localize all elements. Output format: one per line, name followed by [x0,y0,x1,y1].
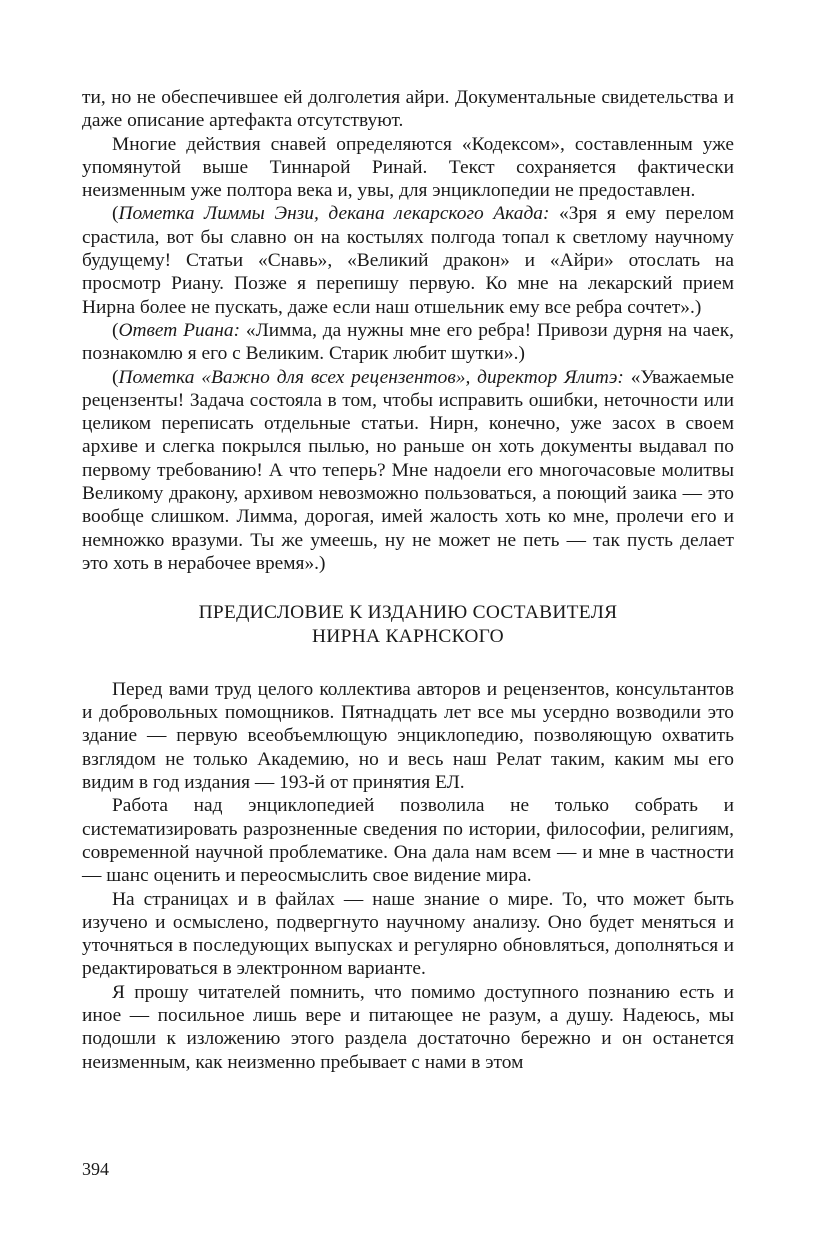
paragraph-continued: ти, но не обеспечившее ей долголетия айри. Документальные свидетельства и даже описание артефакта отсутствуют. [82,87,734,132]
paragraph-preface-2: Работа над энциклопедией позволила не только собрать и систематизировать разрозненные сведения по истории, философии, религиям, современной научной проблематике. Она дала нам всем — и мне в частности — шанс оценить и переосмыслить свое видение мира. [82,795,734,887]
paragraph-codex: Многие действия снавей определяются «Кодексом», составленным уже упомянутой выше Тиннарой Ринай. Текст сохраняется фактически неизменным уже полтора века и, увы, для энциклопедии не предоставлен. [82,133,734,202]
note-rian-label: Ответ Риана: [118,319,241,341]
note-yalite-text: «Уважаемые рецензенты! Задача состояла в том, чтобы исправить ошибки, неточности или целиком переписать отдельные статьи. Нирн, конечно, уже засох в своем архиве и слегка покрылся пылью, но раньше он хоть документы выдавал по первому требованию! А что теперь? Мне надоели его многочасовые молитвы Великому дракону, архивом невозможно пользоваться, а поющий заика — это вообще слишком. Лимма, дорогая, имей жалость хоть ко мне, пролечи его и немножко вразуми. Ты же умеешь, ну не может не петь — так пусть делает это хоть в нерабочее время».) [82,366,735,574]
note-yalite: (Пометка «Важно для всех рецензентов», директор Ялитэ: «Уважаемые рецензенты! Задача состояла в том, чтобы исправить ошибки, неточности или целиком переписать отдельные статьи. Нирн, конечно, уже засох в своем архиве и слегка покрылся пылью, но раньше он хоть документы выдавал по первому требованию! А что теперь? Мне надоели его многочасовые молитвы Великому дракону, архивом невозможно пользоваться, а поющий заика — это вообще слишком. Лимма, дорогая, имей жалость хоть ко мне, пролечи его и немножко вразуми. Ты же умеешь, ну не может не петь — так пусть делает это хоть в нерабочее время».) [82,366,735,574]
note-limma-text: «Зря я ему перелом срастила, вот бы славно он на костылях полгода топал к светлому научному будущему! Статьи «Снавь», «Великий дракон» и «Айри» отослать на просмотр Риану. Позже я перепишу первую. Ко мне на лекарский прием Нирна более не пускать, даже если наш отшельник ему все ребра сочтет».) [82,203,734,318]
note-rian: (Ответ Риана: «Лимма, да нужны мне его ребра! Привози дурня на чаек, познакомлю я его с Великим. Старик любит шутки».) [82,319,734,365]
page-body [82,86,734,1074]
note-limma-label: Пометка Лиммы Энзи, декана лекарского Акада: [118,203,550,225]
section-heading-line1: ПРЕДИСЛОВИЕ К ИЗДАНИЮ СОСТАВИТЕЛЯ [198,602,618,624]
section-heading [82,601,734,648]
note-rian-text: «Лимма, да нужны мне его ребра! Привози дурня на чаек, познакомлю я его с Великим. Старик любит шутки».) [82,319,734,365]
note-limma: (Пометка Лиммы Энзи, декана лекарского Акада: «Зря я ему перелом срастила, вот бы славно он на костылях полгода топал к светлому научному будущему! Статьи «Снавь», «Великий дракон» и «Айри» отослать на просмотр Риану. Позже я перепишу первую. Ко мне на лекарский прием Нирна более не пускать, даже если наш отшельник ему все ребра сочтет».) [82,203,734,318]
section-heading-line2: НИРНА КАРНСКОГО [312,625,504,647]
paragraph-preface-3: На страницах и в файлах — наше знание о мире. То, что может быть изучено и осмыслено, подвергнуто научному анализу. Оно будет меняться и уточняться в последующих выпусках и регулярно обновляться, дополняться и редактироваться в электронном варианте. [82,888,734,980]
note-yalite-label: Пометка «Важно для всех рецензентов», директор Ялитэ: [118,366,624,388]
paragraph-preface-4: Я прошу читателей помнить, что помимо доступного познанию есть и иное — посильное лишь вере и питающее не разум, а душу. Надеюсь, мы подошли к изложению этого раздела достаточно бережно и он останется неизменным, как неизменно пребывает с нами в этом [82,981,734,1073]
page-number: 394 [82,1159,109,1179]
paragraph-preface-1: Перед вами труд целого коллектива авторов и рецензентов, консультантов и добровольных помощников. Пятнадцать лет все мы усердно возводили это здание — первую всеобъемлющую энциклопедию, позволяющую охватить взглядом не только Академию, но и весь наш Релат таким, каким мы его видим в год издания — 193-й от принятия ЕЛ. [82,678,734,794]
